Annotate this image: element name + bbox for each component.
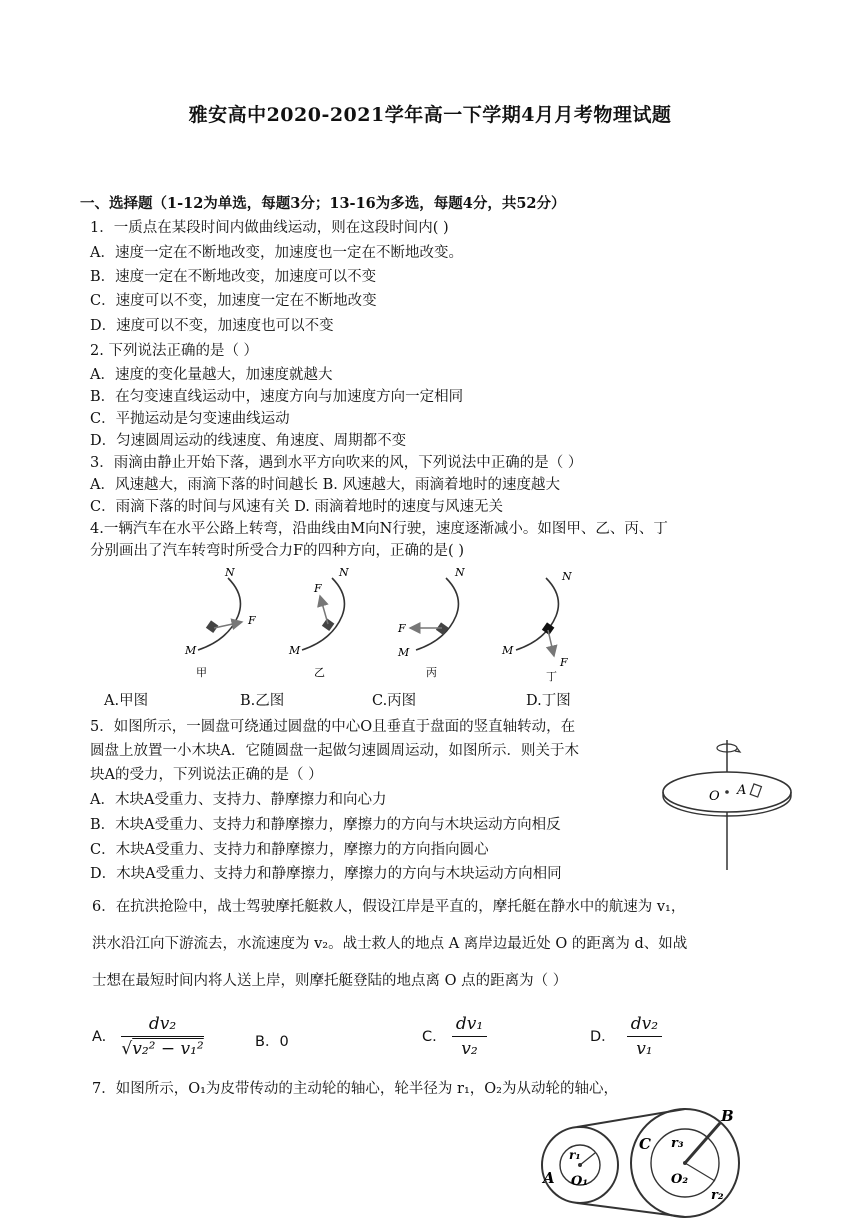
- q1-option-d: D．速度可以不变，加速度也可以不变: [90, 318, 334, 334]
- q7-label-c: C: [639, 1135, 651, 1153]
- q1-option-c: C．速度可以不变，加速度一定在不断地改变: [90, 293, 377, 309]
- q6-option-c: C. $\frac{\text{dv₁}}{\text{v₂}}$: [422, 1014, 487, 1059]
- q4-diagram-bing: [397, 568, 465, 679]
- q7-label-o1: O₁: [571, 1174, 589, 1189]
- q6-option-b: B．0: [255, 1034, 289, 1050]
- q2-option-d: D．匀速圆周运动的线速度、角速度、周期都不变: [90, 433, 407, 449]
- q7-label-r1: r₁: [569, 1148, 581, 1162]
- q5-stem-line3: 块A的受力，下列说法正确的是（ ）: [90, 767, 323, 783]
- q5-stem-line2: 圆盘上放置一小木块A．它随圆盘一起做匀速圆周运动，如图所示．则关于木: [90, 743, 579, 759]
- q3-options-cd: C．雨滴下落的时间与风速有关 D. 雨滴着地时的速度与风速无关: [90, 499, 504, 515]
- q2-option-c: C．平抛运动是匀变速曲线运动: [90, 411, 290, 427]
- q7-label-o2: O₂: [671, 1172, 689, 1187]
- q4-option-d: D.丁图: [526, 693, 571, 709]
- q5-label-a: A: [737, 783, 747, 798]
- q6-fraction-d: $\frac{\text{dv₂}}{\text{v₁}}$: [627, 1014, 662, 1059]
- q4-label-m: M: [185, 644, 197, 657]
- q4-stem-line1: 4.一辆汽车在水平公路上转弯，沿曲线由M向N行驶，速度逐渐减小。如图甲、乙、丙、丁: [90, 521, 668, 537]
- q6-line2: 洪水沿江向下游流去，水流速度为 v₂。战士救人的地点 A 离岸边最近处 O 的距离为 d、如战: [92, 936, 688, 952]
- q4-caption-ding: 丁: [546, 670, 557, 683]
- q1-stem: 1．一质点在某段时间内做曲线运动，则在这段时间内( ): [90, 220, 449, 236]
- q1-option-a: A．速度一定在不断地改变，加速度也一定在不断地改变。: [90, 245, 463, 261]
- q6-line3: 士想在最短时间内将人送上岸，则摩托艇登陆的地点离 O 点的距离为（ ）: [92, 973, 568, 989]
- q2-option-b: B．在匀变速直线运动中，速度方向与加速度方向一定相同: [90, 389, 464, 405]
- q5-figure: [655, 730, 800, 872]
- q2-stem: 2. 下列说法正确的是（ ）: [90, 343, 259, 359]
- q7-label-r3: r₃: [671, 1136, 684, 1151]
- q5-option-a: A．木块A受重力、支持力、静摩擦力和向心力: [90, 792, 387, 808]
- q4-label-f: F: [560, 656, 568, 669]
- q4-stem-line2: 分别画出了汽车转弯时所受合力F的四种方向，正确的是( ): [90, 543, 464, 559]
- q4-label-f: F: [314, 582, 322, 595]
- q2-option-a: A．速度的变化量越大，加速度就越大: [90, 367, 333, 383]
- q4-label-m: M: [502, 644, 514, 657]
- q4-label-m: M: [398, 646, 410, 659]
- q3-stem: 3．雨滴由静止开始下落，遇到水平方向吹来的风，下列说法中正确的是（ ）: [90, 455, 583, 471]
- q5-stem-line1: 5．如图所示，一圆盘可绕通过圆盘的中心O且垂直于盘面的竖直轴转动，在: [90, 719, 576, 735]
- q4-label-f: F: [248, 614, 256, 627]
- q4-label-n: N: [455, 568, 465, 579]
- q6-line1: 6．在抗洪抢险中，战士驾驶摩托艇救人，假设江岸是平直的，摩托艇在静水中的航速为 v₁，: [92, 899, 686, 915]
- q1-option-b: B．速度一定在不断地改变，加速度可以不变: [90, 269, 377, 285]
- q6-option-d: D． $\frac{\text{dv₂}}{\text{v₁}}$: [590, 1014, 662, 1059]
- q5-option-c: C．木块A受重力、支持力和静摩擦力，摩擦力的方向指向圆心: [90, 842, 489, 858]
- q7-label-b: B: [721, 1107, 734, 1125]
- q7-label-a: A: [543, 1169, 555, 1187]
- q4-label-n: N: [339, 568, 349, 579]
- q4-caption-jia: 甲: [196, 666, 207, 679]
- q4-label-m: M: [289, 644, 301, 657]
- q7-label-r2: r₂: [711, 1188, 724, 1203]
- q4-option-c: C.丙图: [372, 693, 417, 709]
- q5-option-b: B．木块A受重力、支持力和静摩擦力，摩擦力的方向与木块运动方向相反: [90, 817, 561, 833]
- q5-option-d: D．木块A受重力、支持力和静摩擦力，摩擦力的方向与木块运动方向相同: [90, 866, 562, 882]
- q4-diagram-jia: [184, 568, 256, 679]
- q7-figure: [535, 1105, 750, 1222]
- q4-caption-bing: 丙: [426, 666, 437, 679]
- q6-fraction-a: $\frac{\text{dv₂}}{\text{√v₂² − v₁²}}$: [121, 1014, 204, 1059]
- q4-label-n: N: [562, 570, 572, 583]
- q6-option-a: A. $\frac{\text{dv₂}}{\text{√v₂² − v₁²}}$: [92, 1014, 204, 1059]
- q5-label-o: O: [709, 789, 720, 804]
- q4-caption-yi: 乙: [314, 666, 325, 679]
- q4-label-f: F: [398, 622, 406, 635]
- q4-diagram-ding: [501, 570, 572, 683]
- q7-line1: 7．如图所示，O₁为皮带传动的主动轮的轴心，轮半径为 r₁，O₂为从动轮的轴心，: [92, 1081, 618, 1097]
- q4-option-a: A.甲图: [104, 693, 149, 709]
- q4-diagram-yi: [288, 568, 349, 679]
- q6-fraction-c: $\frac{\text{dv₁}}{\text{v₂}}$: [452, 1014, 487, 1059]
- page-title: 雅安高中2020-2021学年高一下学期4月月考物理试题: [188, 104, 672, 126]
- q4-option-b: B.乙图: [240, 693, 285, 709]
- section-heading: 一、选择题（1-12为单选，每题3分；13-16为多选，每题4分，共52分）: [80, 195, 566, 212]
- q4-label-n: N: [225, 568, 235, 579]
- q4-figure: [180, 568, 600, 683]
- q3-options-ab: A．风速越大，雨滴下落的时间越长 B. 风速越大，雨滴着地时的速度越大: [90, 477, 560, 493]
